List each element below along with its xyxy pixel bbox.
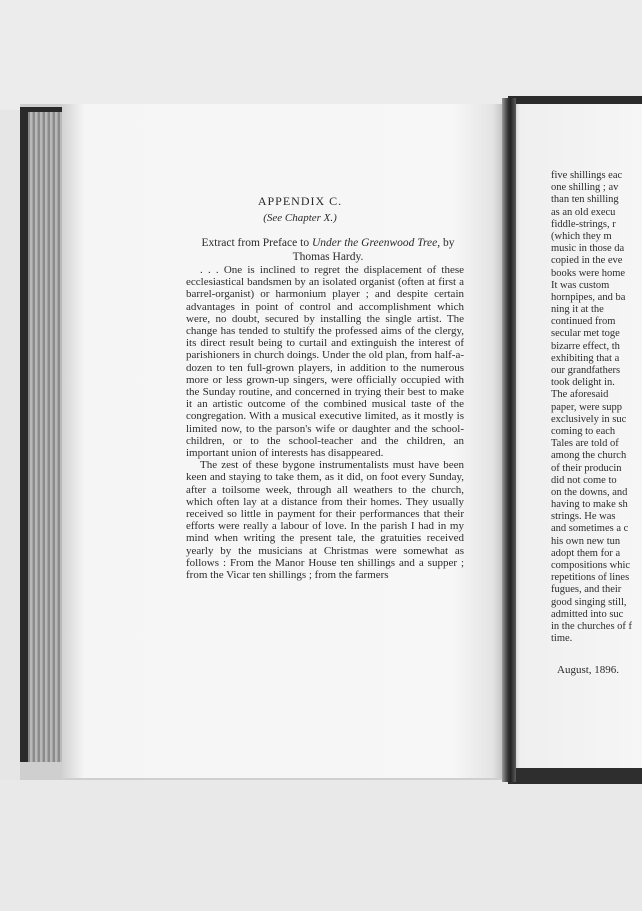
right-page-line: as an old execu — [551, 206, 616, 218]
see-chapter-note: (See Chapter X.) — [263, 212, 337, 224]
right-page-line: coming to each — [551, 425, 616, 437]
right-page-line: It was custom — [551, 279, 610, 291]
right-page-line: copied in the eve — [551, 255, 623, 267]
right-page-line: adopt them for a — [551, 547, 621, 559]
extract-suffix: , by Thomas Hardy. — [292, 237, 455, 263]
paragraph-2: The zest of these bygone instrumentalists must have been keen and staying to take them, as it did, on foot every Sunday, after a toilsome week, through all weathers to the church, which often lay at a distance from their homes. They usually received so little in payment for their performances that their efforts were really a labour of love. In the parish I had in my mind when writing the present tale, the gratuities received yearly by the musicians at Christmas were somewhat as follows : From the Manor House ten shillings and a supper ; from the Vicar ten shillings ; from the farmers — [186, 459, 464, 582]
date-year: 1896. — [594, 664, 620, 676]
right-page-line: five shillings eac — [551, 170, 623, 181]
book-cover-right-bottom — [508, 768, 642, 784]
right-page-line: took delight in. — [551, 377, 615, 389]
right-page-line: fiddle-strings, r — [551, 218, 616, 230]
right-page-line: exclusively in suc — [551, 413, 627, 425]
right-page-line: our grandfathers — [551, 365, 621, 376]
extract-prefix: Extract from Preface to — [201, 237, 312, 249]
right-page-line: good singing still, — [551, 596, 627, 608]
right-page-line: of their producin — [551, 462, 622, 474]
right-page-line: and sometimes a c — [551, 523, 629, 535]
right-page-line: compositions whic — [551, 560, 631, 571]
right-page-line: his own new tun — [551, 535, 621, 547]
right-page-line: music in those da — [551, 243, 625, 255]
right-page-line: The aforesaid — [551, 389, 609, 401]
right-page-line: fugues, and their — [551, 584, 622, 596]
right-page-line: secular met toge — [551, 328, 620, 340]
right-page-line: admitted into suc — [551, 608, 624, 620]
date-line — [557, 664, 619, 676]
date-month: August, — [557, 664, 592, 676]
right-page-line: ning it at the — [551, 304, 604, 316]
right-page-line: in the churches of f — [551, 620, 633, 632]
right-page-line: exhibiting that a — [551, 352, 620, 364]
right-page-line: continued from — [551, 316, 616, 328]
background-top — [0, 0, 642, 110]
right-page-line: bizarre effect, th — [551, 340, 620, 352]
right-page-line: repetitions of lines — [551, 572, 630, 584]
right-page-line: strings. He was — [551, 511, 616, 523]
background-bottom — [0, 780, 642, 911]
body-text — [186, 264, 464, 581]
right-page-line: did not come to — [551, 474, 617, 486]
right-page-line: among the church — [551, 450, 627, 462]
paragraph-1: . . . One is inclined to regret the displacement of these ecclesiastical bandsmen by an isolated organist (often at first a barrel-organist) or harmonium player ; and despite certain advantages in point of control and accomplishment which were, no doubt, secured by installing the single artist. The change has tended to stultify the professed aims of the clergy, its direct result being to curtail and extinguish the interest of parishioners in church doings. Under the old plan, from half-a-dozen to ten full-grown players, in addition to the numerous more or less grown-up singers, were officially occupied with the Sunday routine, and concerned in trying their best to make it an artistic outcome of the combined musical taste of the congregation. With a musical executive limited, as it mostly is limited now, to the parson's wife or daughter and the school-children, or to the school-teacher and the children, an important union of interests has disappeared. — [186, 264, 464, 460]
right-page-line: paper, were supp — [551, 401, 623, 413]
right-page-line: Tales are told of — [551, 438, 619, 450]
right-page-line: books were home — [551, 267, 626, 279]
appendix-title: APPENDIX C. — [257, 194, 343, 208]
right-page-line: on the downs, and — [551, 486, 628, 498]
extract-heading — [186, 236, 470, 264]
extract-work-title: Under the Greenwood Tree — [311, 237, 438, 249]
right-page-line: time. — [551, 633, 573, 645]
right-page-line: one shilling ; av — [551, 182, 619, 194]
right-page-line: having to make sh — [551, 499, 628, 511]
right-page-line: (which they m — [551, 230, 612, 242]
right-page-line: than ten shilling — [551, 194, 619, 206]
right-page-line: hornpipes, and ba — [551, 291, 626, 303]
book-gutter — [502, 98, 516, 782]
page-edges-left — [28, 112, 64, 762]
right-page-text — [551, 170, 642, 645]
